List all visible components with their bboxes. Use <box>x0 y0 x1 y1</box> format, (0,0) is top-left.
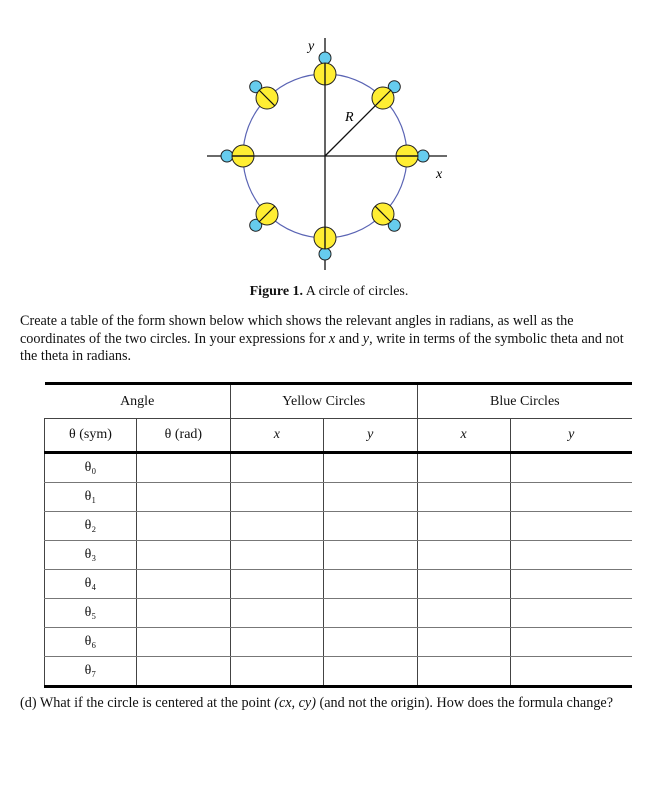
var-y: y <box>362 330 370 347</box>
angles-table <box>44 382 632 688</box>
table-row <box>45 599 633 628</box>
blue-circle <box>417 150 429 162</box>
empty-cell <box>417 599 510 628</box>
col-header-theta-rad: θ (rad) <box>136 419 230 453</box>
question-text-2: (and not the origin). How does the formula change? <box>315 695 614 711</box>
caption-label: Figure 1. <box>249 284 304 299</box>
empty-cell <box>510 483 632 512</box>
empty-cell <box>230 483 323 512</box>
theta-sym-cell: θ₅ <box>45 599 137 628</box>
empty-cell <box>323 628 417 657</box>
empty-cell <box>510 628 632 657</box>
question-point: (cx, cy) <box>274 695 316 711</box>
empty-cell <box>136 512 230 541</box>
empty-cell <box>136 599 230 628</box>
empty-cell <box>230 628 323 657</box>
empty-cell <box>323 657 417 687</box>
empty-cell <box>323 541 417 570</box>
radius-line <box>325 98 383 156</box>
theta-sym-cell: θ₁ <box>45 483 137 512</box>
question-text-1: (d) What if the circle is centered at the point <box>20 695 275 711</box>
empty-cell <box>230 512 323 541</box>
empty-cell <box>230 453 323 483</box>
theta-sym-cell: θ₄ <box>45 570 137 599</box>
empty-cell <box>417 453 510 483</box>
empty-cell <box>417 512 510 541</box>
blue-circle <box>221 150 233 162</box>
theta-sym-cell: θ₇ <box>45 657 137 687</box>
instructions-text-3: , write in terms of the symbolic theta and not the theta in radians. <box>20 330 624 364</box>
figure-caption <box>0 284 658 300</box>
table-row <box>45 512 633 541</box>
col-header-yellow-x: x <box>230 419 323 453</box>
empty-cell <box>323 512 417 541</box>
theta-sym-cell: θ₂ <box>45 512 137 541</box>
empty-cell <box>510 453 632 483</box>
group-header-blue: Blue Circles <box>417 384 632 419</box>
table-row <box>45 570 633 599</box>
empty-cell <box>417 483 510 512</box>
var-x: x <box>328 330 336 347</box>
question-d <box>20 695 640 713</box>
blue-circle <box>319 248 331 260</box>
empty-cell <box>417 570 510 599</box>
empty-cell <box>510 599 632 628</box>
x-axis-label: x <box>436 167 443 182</box>
table-row <box>45 628 633 657</box>
empty-cell <box>136 541 230 570</box>
table-row <box>45 657 633 687</box>
y-axis-label: y <box>308 39 315 54</box>
col-header-blue-x: x <box>417 419 510 453</box>
instructions-paragraph <box>20 313 640 366</box>
empty-cell <box>417 628 510 657</box>
empty-cell <box>417 657 510 687</box>
empty-cell <box>136 628 230 657</box>
empty-cell <box>323 453 417 483</box>
empty-cell <box>510 570 632 599</box>
col-header-theta-sym: θ (sym) <box>45 419 137 453</box>
empty-cell <box>230 599 323 628</box>
table-row <box>45 541 633 570</box>
group-header-angle: Angle <box>45 384 231 419</box>
empty-cell <box>136 483 230 512</box>
col-header-yellow-y: y <box>323 419 417 453</box>
group-header-yellow: Yellow Circles <box>230 384 417 419</box>
circle-of-circles-figure <box>0 0 658 290</box>
empty-cell <box>323 599 417 628</box>
empty-cell <box>230 657 323 687</box>
empty-cell <box>510 541 632 570</box>
caption-text: A circle of circles. <box>303 284 409 299</box>
empty-cell <box>417 541 510 570</box>
table-row <box>45 483 633 512</box>
empty-cell <box>510 512 632 541</box>
empty-cell <box>323 570 417 599</box>
empty-cell <box>323 483 417 512</box>
empty-cell <box>136 453 230 483</box>
theta-sym-cell: θ₀ <box>45 453 137 483</box>
empty-cell <box>230 541 323 570</box>
theta-sym-cell: θ₃ <box>45 541 137 570</box>
instructions-text-1: Create a table of the form shown below which shows the relevant angles in radians, as well as the coordinates of the two circles. In your expressions for <box>20 313 574 347</box>
theta-sym-cell: θ₆ <box>45 628 137 657</box>
empty-cell <box>136 570 230 599</box>
table-row <box>45 453 633 483</box>
group-header-row <box>45 384 633 419</box>
empty-cell <box>510 657 632 687</box>
radius-label: R <box>345 110 354 125</box>
col-header-blue-y: y <box>510 419 632 453</box>
empty-cell <box>230 570 323 599</box>
instructions-text-2: and <box>335 330 363 347</box>
blue-circle <box>319 52 331 64</box>
empty-cell <box>136 657 230 687</box>
column-header-row <box>45 419 633 453</box>
